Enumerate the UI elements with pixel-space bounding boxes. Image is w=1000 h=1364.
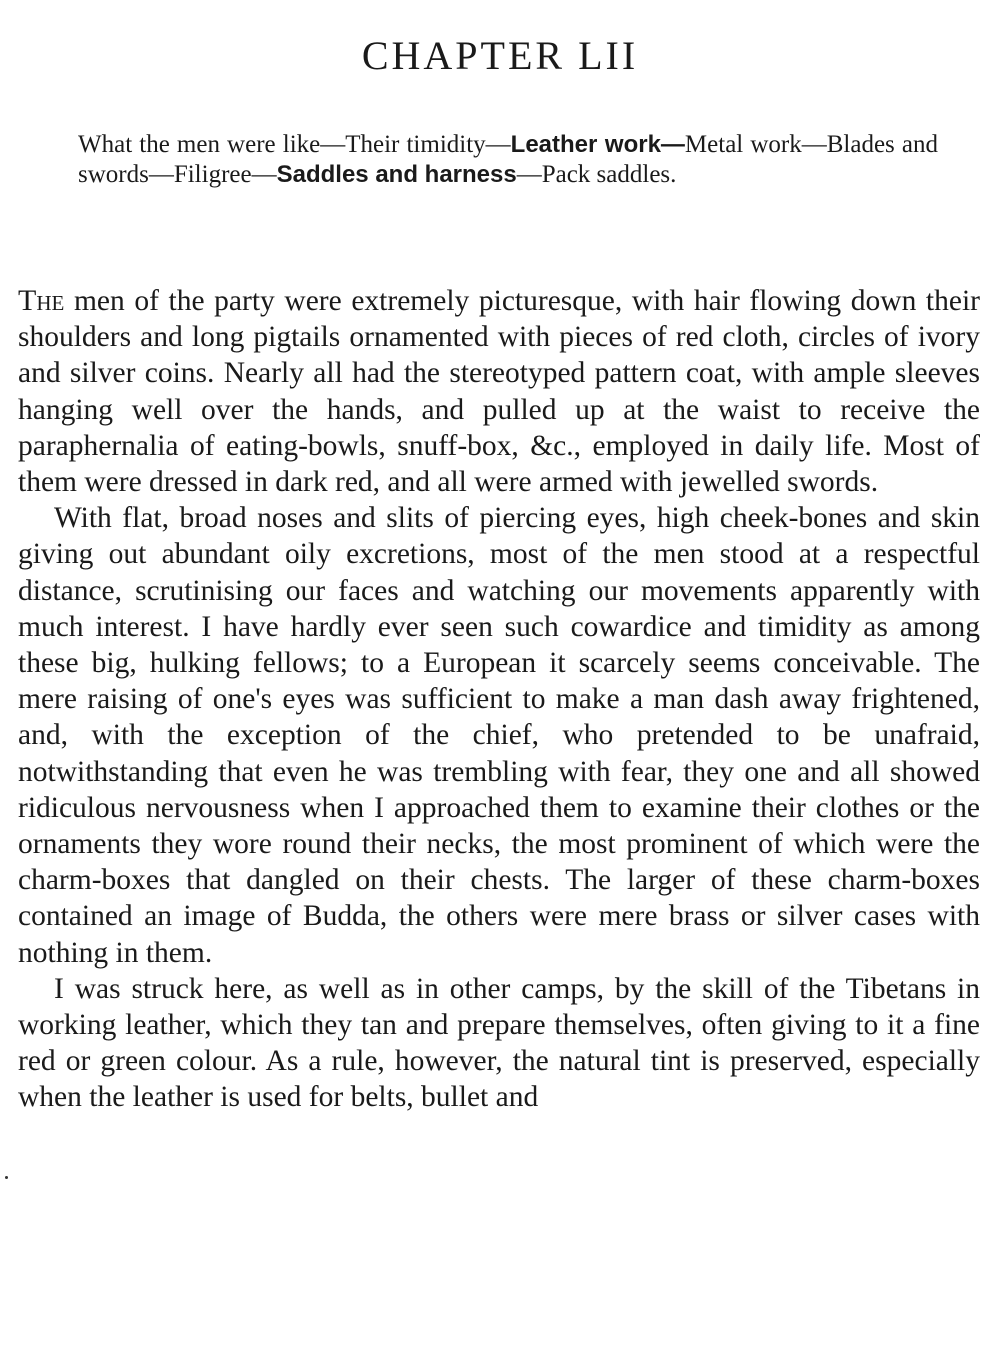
paragraph-3: I was struck here, as well as in other camps, by the skill of the Tibetans in working leather, which they tan and prepare themselves, often giving to it a fine red or green colour. As a rule, however, the natural tint is preserved, especially when the leather is used for belts, bullet and xyxy=(18,972,980,1114)
paragraph-1-text: men of the party were extremely picturesque, with hair flowing down their shoulders and long pigtails ornamented with pieces of red cloth, circles of ivory and silver coins. Nearly all had the stereotyped pattern coat, with ample sleeves hanging well over the hands, and pulled up at the waist to receive the paraphernalia of eating-bowls, snuff-box, &c., employed in daily life. Most of them were dressed in dark red, and all were armed with jewelled swords. xyxy=(18,285,980,499)
summary-part-2: Metal work—Blades and swords—Filigree— xyxy=(78,131,938,188)
chapter-summary xyxy=(78,130,938,190)
summary-part-1: What the men were like—Their timidity— xyxy=(78,131,511,158)
summary-part-3: —Pack saddles. xyxy=(516,161,677,188)
paragraph-2: With flat, broad noses and slits of piercing eyes, high cheek-bones and skin giving out abundant oily excretions, most of the men stood at a respectful distance, scrutinising our faces and watching our movements apparently with much interest. I have hardly ever seen such cowardice and timidity as among these big, hulking fellows; to a European it scarcely seems conceivable. The mere raising of one's eyes was sufficient to make a man dash away frightened, and, with the exception of the chief, who pretended to be unafraid, notwithstanding that even he was trembling with fear, they one and all showed ridiculous nervousness when I approached them to examine their clothes or the ornaments they wore round their necks, the most prominent of which were the charm-boxes that dangled on their chests. The larger of these charm-boxes contained an image of Budda, the others were mere brass or silver cases with nothing in them. xyxy=(18,502,980,969)
paragraph-lead-word: The xyxy=(18,284,65,317)
print-speck xyxy=(5,1176,8,1179)
summary-bold-saddles: Saddles and harness xyxy=(276,161,517,188)
paragraph-1 xyxy=(18,283,980,500)
body-text xyxy=(18,283,980,1116)
chapter-title: CHAPTER LII xyxy=(361,33,639,78)
summary-bold-leather-work: Leather work— xyxy=(510,131,685,158)
